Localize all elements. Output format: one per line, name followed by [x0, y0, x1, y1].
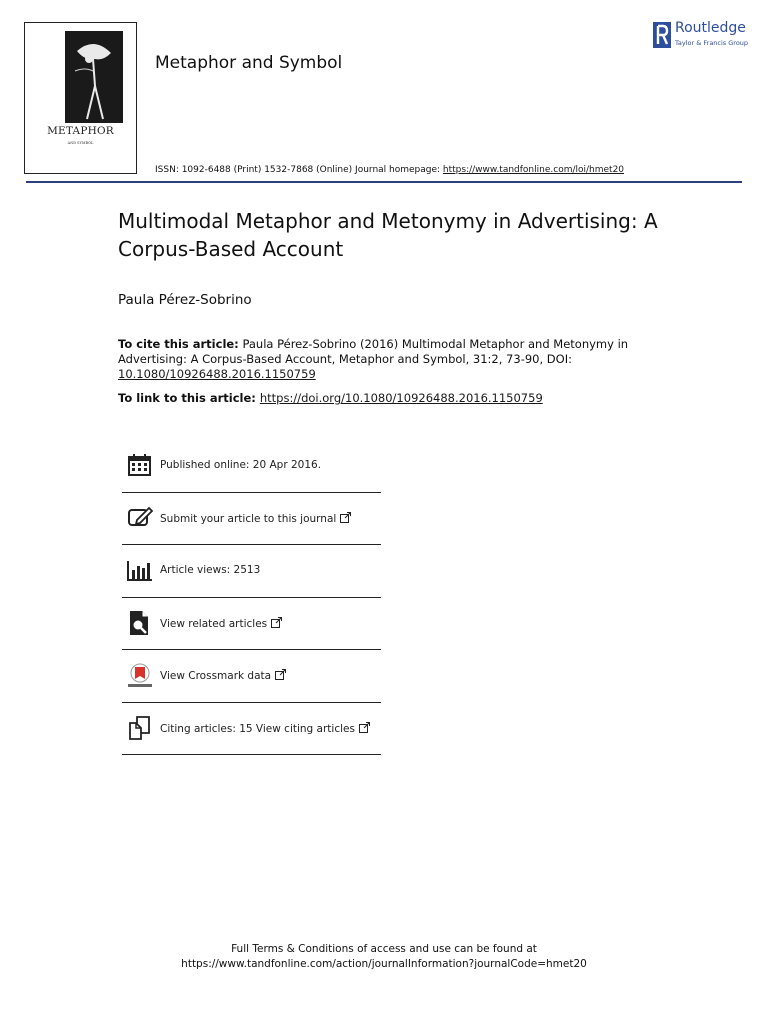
citation-block: [118, 337, 638, 382]
article-author: Paula Pérez-Sobrino: [118, 292, 252, 308]
submit-icon: [127, 505, 153, 531]
cover-subtitle: AND SYMBOL: [67, 141, 94, 145]
submit-article-row[interactable]: [122, 493, 381, 546]
publisher-name: Routledge: [675, 20, 746, 36]
issn-line: [155, 165, 624, 175]
footer-terms-link[interactable]: https://www.tandfonline.com/action/journalInformation?journalCode=hmet20: [181, 958, 587, 970]
citing-articles-link[interactable]: Citing articles: 15 View citing articles: [160, 722, 355, 735]
article-doi-link[interactable]: https://doi.org/10.1080/10926488.2016.1150759: [259, 391, 543, 405]
citing-articles-icon: [127, 715, 153, 741]
published-online-text: Published online: 20 Apr 2016.: [160, 459, 322, 471]
related-articles-link[interactable]: View related articles: [160, 617, 268, 630]
footer: [0, 942, 768, 972]
published-online-row: [122, 440, 381, 493]
journal-cover: [24, 22, 137, 174]
journal-title: Metaphor and Symbol: [155, 53, 343, 73]
journal-homepage-link[interactable]: https://www.tandfonline.com/loi/hmet20: [442, 165, 625, 175]
issn-text: ISSN: 1092-6488 (Print) 1532-7868 (Online) Journal homepage:: [155, 165, 443, 175]
publisher-subtitle: Taylor & Francis Group: [675, 39, 749, 47]
cover-artwork: [65, 31, 123, 123]
submit-article-link[interactable]: Submit your article to this journal: [160, 512, 337, 525]
routledge-r-icon: [653, 22, 671, 48]
article-title: Multimodal Metaphor and Metonymy in Advertising: A Corpus-Based Account: [118, 209, 658, 261]
article-views-row: [122, 545, 381, 598]
crossmark-row[interactable]: [122, 650, 381, 703]
external-link-icon: [271, 617, 282, 631]
related-articles-row[interactable]: [122, 598, 381, 651]
citing-articles-row[interactable]: [122, 703, 381, 756]
cover-title: METAPHOR: [47, 125, 114, 137]
external-link-icon: [275, 669, 286, 683]
article-views-text: Article views: 2513: [160, 564, 261, 576]
bar-chart-icon: [127, 557, 153, 583]
external-link-icon: [359, 722, 370, 736]
calendar-icon: [127, 452, 153, 478]
article-link-block: [118, 391, 543, 405]
cite-label: To cite this article:: [118, 337, 239, 351]
crossmark-icon: [127, 662, 153, 688]
cite-text: Paula Pérez-Sobrino (2016) Multimodal Metaphor and Metonymy in Advertising: A Corpus-Based Account, Metaphor and Symbol, 31:2, 73-90, DOI:: [118, 337, 629, 366]
cite-doi-link[interactable]: 10.1080/10926488.2016.1150759: [118, 367, 316, 381]
header-divider: [26, 181, 742, 183]
external-link-icon: [340, 512, 351, 526]
publisher-logo: [653, 22, 753, 52]
article-info-list: [122, 440, 381, 755]
crossmark-link[interactable]: View Crossmark data: [160, 670, 272, 682]
footer-terms-text: Full Terms & Conditions of access and use can be found at: [231, 943, 537, 955]
related-search-icon: [127, 610, 153, 636]
link-label: To link to this article:: [118, 391, 260, 405]
